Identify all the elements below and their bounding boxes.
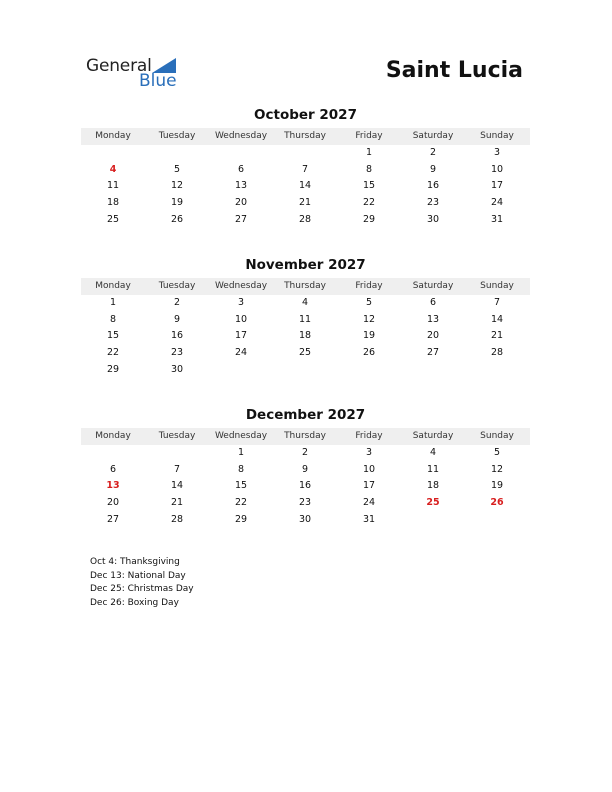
date-cell: 24: [490, 197, 504, 209]
week-row: [81, 362, 530, 379]
date-cell: [337, 362, 401, 379]
week-row: [81, 145, 530, 162]
date-cell: 29: [106, 363, 120, 375]
weekday-label: Wednesday: [214, 431, 268, 441]
month-calendar-october: [81, 106, 530, 228]
date-cell: [401, 512, 465, 529]
weekday-label: Wednesday: [214, 281, 268, 291]
week-row: [81, 178, 530, 195]
weekday-label: Monday: [95, 431, 131, 441]
date-cell: 2: [301, 447, 309, 458]
weekday-label: Sunday: [480, 431, 514, 441]
weekday-label: Thursday: [284, 131, 326, 141]
holiday-date-cell: 4: [109, 163, 117, 175]
date-cell: 9: [173, 313, 181, 325]
date-cell: 29: [362, 213, 376, 225]
date-cell: 8: [237, 463, 245, 475]
date-cell: 17: [234, 330, 248, 342]
date-cell: 20: [234, 197, 248, 209]
week-row: [81, 478, 530, 495]
week-row: [81, 295, 530, 312]
month-grid: [81, 295, 530, 378]
date-cell: 20: [106, 497, 120, 509]
date-cell: 6: [237, 163, 245, 175]
date-cell: 17: [490, 180, 504, 192]
date-cell: 21: [490, 330, 504, 342]
date-cell: 31: [362, 513, 376, 525]
date-cell: 26: [170, 213, 184, 225]
date-cell: 15: [362, 180, 376, 192]
week-row: [81, 462, 530, 479]
weekday-label: Friday: [355, 281, 383, 291]
logo-text-general: General: [86, 56, 152, 76]
date-cell: 5: [365, 297, 373, 308]
date-cell: 14: [170, 480, 184, 492]
week-row: [81, 195, 530, 212]
date-cell: 5: [493, 447, 501, 458]
date-cell: 1: [237, 447, 245, 458]
date-cell: 8: [109, 313, 117, 325]
weekday-label: Sunday: [480, 281, 514, 291]
date-cell: 11: [106, 180, 120, 192]
weekday-label: Monday: [95, 281, 131, 291]
month-title: December 2027: [245, 407, 366, 423]
generalblue-logo: [86, 56, 186, 92]
holiday-list: [90, 556, 194, 610]
date-cell: 21: [298, 197, 312, 209]
month-calendar-november: [81, 256, 530, 378]
date-cell: 24: [234, 347, 248, 359]
date-cell: [273, 145, 337, 162]
week-row: [81, 445, 530, 462]
date-cell: 11: [298, 313, 312, 325]
week-row: [81, 495, 530, 512]
date-cell: 24: [362, 497, 376, 509]
date-cell: 19: [362, 330, 376, 342]
date-cell: 30: [298, 513, 312, 525]
date-cell: 15: [234, 480, 248, 492]
week-row: [81, 345, 530, 362]
date-cell: 12: [170, 180, 184, 192]
weekday-label: Tuesday: [158, 281, 196, 291]
holiday-date-cell: 13: [106, 480, 120, 492]
date-cell: 21: [170, 497, 184, 509]
holiday-entry: Dec 26: Boxing Day: [90, 597, 179, 608]
week-row: [81, 312, 530, 329]
weekday-label: Tuesday: [158, 131, 196, 141]
date-cell: 27: [106, 513, 120, 525]
weekday-label: Wednesday: [214, 131, 268, 141]
month-grid: [81, 145, 530, 228]
date-cell: 8: [365, 163, 373, 175]
date-cell: 9: [301, 463, 309, 475]
weekday-label: Friday: [355, 431, 383, 441]
date-cell: 13: [426, 313, 440, 325]
weekday-label: Tuesday: [158, 431, 196, 441]
date-cell: 16: [298, 480, 312, 492]
date-cell: 23: [170, 347, 184, 359]
date-cell: 12: [362, 313, 376, 325]
date-cell: 19: [170, 197, 184, 209]
month-grid: [81, 445, 530, 528]
weekday-label: Saturday: [412, 131, 454, 141]
week-row: [81, 512, 530, 529]
date-cell: [81, 145, 145, 162]
date-cell: 4: [301, 297, 309, 308]
weekday-label: Sunday: [480, 131, 514, 141]
weekday-header-row: [81, 128, 530, 145]
date-cell: 26: [362, 347, 376, 359]
date-cell: 7: [301, 163, 309, 175]
date-cell: 3: [237, 297, 245, 308]
date-cell: 30: [426, 213, 440, 225]
date-cell: 2: [429, 147, 437, 158]
date-cell: 12: [490, 463, 504, 475]
date-cell: 18: [426, 480, 440, 492]
date-cell: [273, 362, 337, 379]
date-cell: 25: [106, 213, 120, 225]
holiday-date-cell: 26: [490, 497, 504, 509]
weekday-label: Thursday: [284, 281, 326, 291]
weekday-header-row: [81, 278, 530, 295]
date-cell: [465, 512, 529, 529]
date-cell: 7: [173, 463, 181, 475]
date-cell: 22: [234, 497, 248, 509]
date-cell: 18: [298, 330, 312, 342]
date-cell: 10: [490, 163, 504, 175]
date-cell: 6: [429, 297, 437, 308]
date-cell: 10: [234, 313, 248, 325]
holiday-entry: Dec 25: Christmas Day: [90, 584, 194, 595]
date-cell: 14: [298, 180, 312, 192]
weekday-label: Saturday: [412, 431, 454, 441]
date-cell: 14: [490, 313, 504, 325]
date-cell: [145, 145, 209, 162]
date-cell: 19: [490, 480, 504, 492]
date-cell: 23: [426, 197, 440, 209]
holiday-entry: Oct 4: Thanksgiving: [90, 557, 180, 567]
holiday-entry: Dec 13: National Day: [90, 570, 186, 581]
date-cell: [145, 445, 209, 462]
holiday-date-cell: 25: [426, 497, 440, 509]
date-cell: 3: [493, 147, 501, 158]
date-cell: [81, 445, 145, 462]
week-row: [81, 212, 530, 229]
date-cell: 1: [109, 297, 117, 308]
date-cell: 6: [109, 463, 117, 475]
date-cell: 30: [170, 363, 184, 375]
logo-text-blue: Blue: [139, 71, 177, 91]
date-cell: 5: [173, 163, 181, 175]
date-cell: 16: [426, 180, 440, 192]
date-cell: 7: [493, 297, 501, 308]
date-cell: [209, 145, 273, 162]
date-cell: 28: [170, 513, 184, 525]
date-cell: 20: [426, 330, 440, 342]
date-cell: [209, 362, 273, 379]
date-cell: 28: [298, 213, 312, 225]
weekday-label: Saturday: [412, 281, 454, 291]
date-cell: 17: [362, 480, 376, 492]
week-row: [81, 162, 530, 179]
date-cell: 3: [365, 447, 373, 458]
date-cell: [401, 362, 465, 379]
date-cell: 10: [362, 463, 376, 475]
weekday-label: Thursday: [284, 431, 326, 441]
date-cell: 16: [170, 330, 184, 342]
month-calendar-december: [81, 406, 530, 528]
date-cell: 25: [298, 347, 312, 359]
date-cell: 18: [106, 197, 120, 209]
date-cell: 23: [298, 497, 312, 509]
date-cell: 22: [106, 347, 120, 359]
date-cell: 4: [429, 447, 437, 458]
weekday-label: Monday: [95, 131, 131, 141]
date-cell: 13: [234, 180, 248, 192]
date-cell: 22: [362, 197, 376, 209]
date-cell: 15: [106, 330, 120, 342]
month-title: November 2027: [245, 257, 366, 273]
date-cell: 27: [234, 213, 248, 225]
month-title: October 2027: [254, 107, 357, 123]
weekday-header-row: [81, 428, 530, 445]
date-cell: 31: [490, 213, 504, 225]
weekday-label: Friday: [355, 131, 383, 141]
week-row: [81, 328, 530, 345]
date-cell: 9: [429, 163, 437, 175]
date-cell: [465, 362, 529, 379]
date-cell: 1: [365, 147, 373, 158]
date-cell: 28: [490, 347, 504, 359]
date-cell: 27: [426, 347, 440, 359]
date-cell: 2: [173, 297, 181, 308]
country-title: Saint Lucia: [385, 58, 523, 83]
date-cell: 29: [234, 513, 248, 525]
date-cell: 11: [426, 463, 440, 475]
